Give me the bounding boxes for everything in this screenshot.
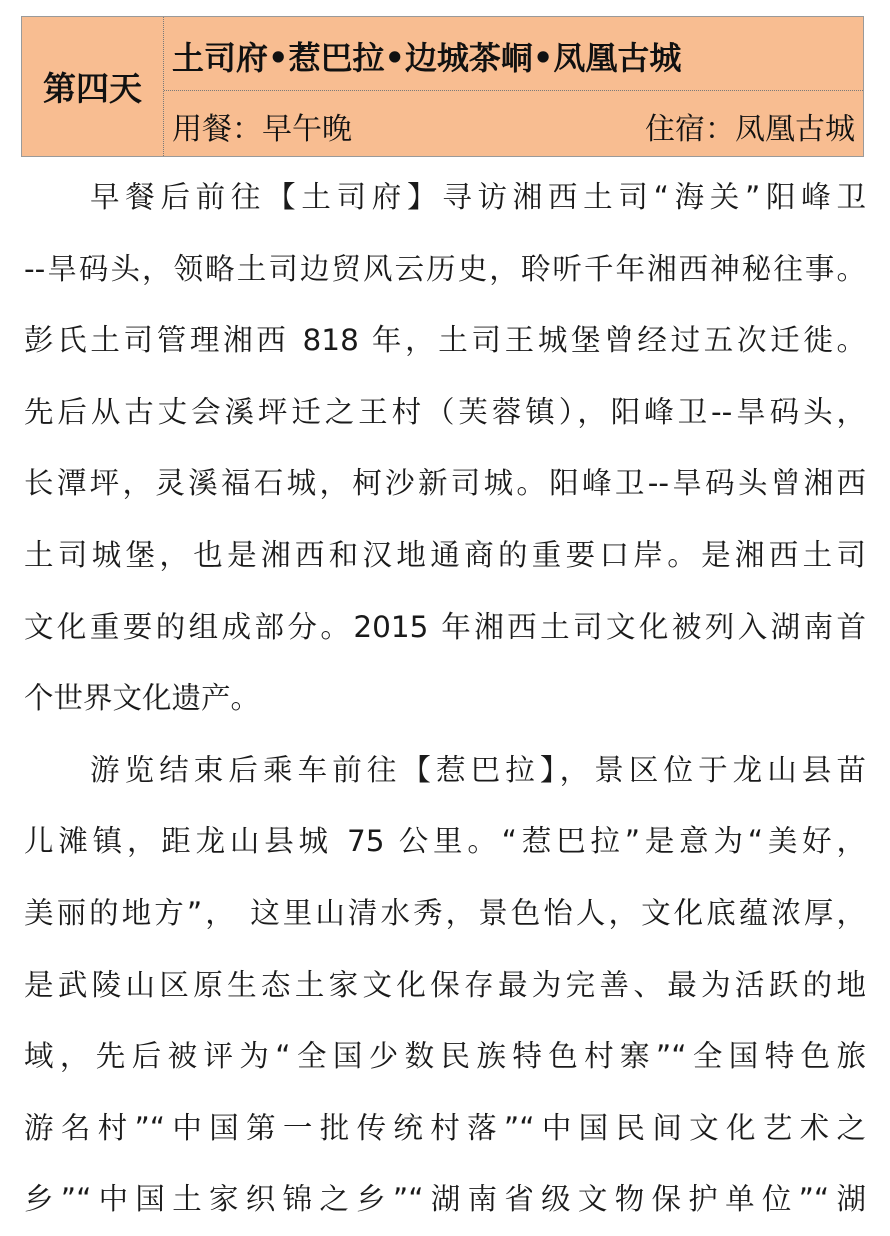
paragraph-1-line: 土司城堡，也是湘西和汉地通商的重要口岸。是湘西土司 [24,537,866,572]
lodging-info: 住宿：凤凰古城 [645,112,855,147]
paragraph-1-line: 早餐后前往【土司府】寻访湘西土司“海关”阳峰卫 [90,180,866,214]
paragraph-1-line: 长潭坪，灵溪福石城，柯沙新司城。阳峰卫--旱码头曾湘西 [24,466,866,501]
paragraph-1-line: --旱码头，领略土司边贸风云历史，聆听千年湘西神秘往事。 [24,251,866,286]
route-title-row [164,17,863,91]
paragraph-2-line: 儿滩镇，距龙山县城 75 公里。“惹巴拉”是意为“美好， [24,824,866,859]
itinerary-header-table [21,16,864,157]
paragraph-2-line: 是武陵山区原生态土家文化保存最为完善、最为活跃的地 [24,967,866,1002]
paragraph-2-line: 游览结束后乘车前往【惹巴拉】，景区位于龙山县苗 [90,752,866,787]
paragraph-2-line: 游名村”“中国第一批传统村落”“中国民间文化艺术之 [24,1110,866,1145]
route-title: 土司府•惹巴拉•边城茶峒•凤凰古城 [172,39,682,77]
day-cell [22,17,164,156]
day-label: 第四天 [43,69,142,108]
paragraph-1-line: 先后从古丈会溪坪迁之王村（芙蓉镇），阳峰卫--旱码头， [24,394,866,429]
paragraph-2-line: 域，先后被评为“全国少数民族特色村寨”“全国特色旅 [24,1039,866,1074]
paragraph-1-line: 文化重要的组成部分。2015 年湘西土司文化被列入湖南首 [24,609,866,644]
paragraph-1-line: 彭氏土司管理湘西 818 年，土司王城堡曾经过五次迁徙。 [24,323,866,358]
paragraph-2-line: 乡”“中国土家织锦之乡”“湖南省级文物保护单位”“湖 [24,1182,866,1217]
paragraph-2-line: 美丽的地方”， 这里山清水秀，景色怡人，文化底蕴浓厚， [24,895,866,930]
paragraph-1-line: 个世界文化遗产。 [24,681,261,716]
itinerary-body [24,162,866,1236]
meals-info: 用餐：早午晚 [172,112,352,147]
